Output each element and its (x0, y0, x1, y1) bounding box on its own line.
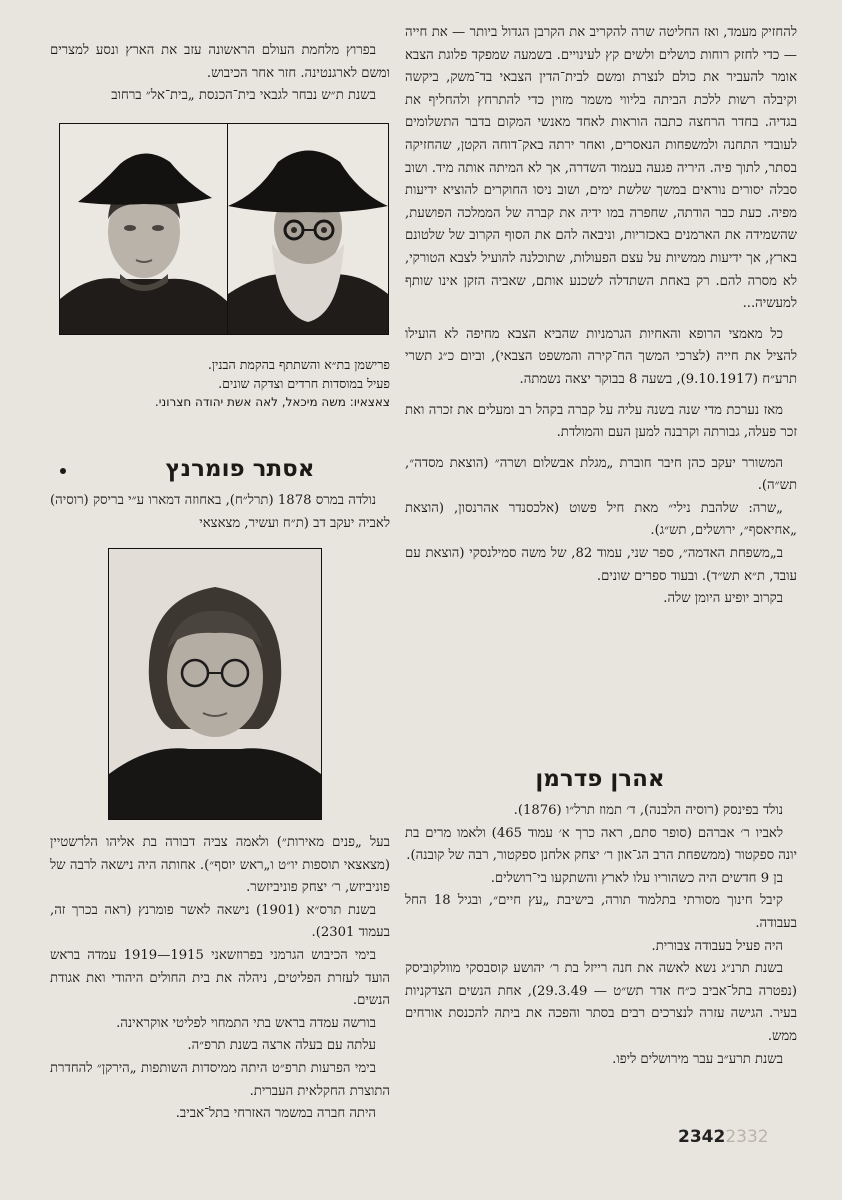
caption-line: פעיל במוסדות חרדים וצדקה שונים. (218, 376, 390, 391)
paragraph: ב„משפחת האדמה״, ספר שני, עמוד 82, של משה סמילנסקי (הוצאת עם עובד, ת״א תש״ד). ובעוד ספרים שונים. (405, 546, 797, 584)
esther-biography (50, 832, 390, 1126)
paragraph: בן 9 חדשים היה כשהוריו עלו לארץ והשתקעו בי־רושלים. (490, 870, 783, 886)
paragraph: כל מאמצי הרופא והאחיות הגרמניות שהביא הצבא מחיפה לא הועילו להציל את חייה (לצרכי המשך הח־קירה והמשפט הצבאי), וביום כ״ג תשרי תרע״ח (9.10.1917), בשעה 8 בבוקר יצאה נשמתה. (405, 326, 797, 387)
paragraph: נולדה במרס 1878 (תרל״ח), באחוזה דמארו ע״י בריסק (רוסיה) לאביה יעקב דב (ת״ח ועשיר, מצאצאי (50, 493, 390, 531)
portrait-man-photo (227, 123, 389, 335)
paragraph: בשנת ת״ש נבחר לגבאי בית־הכנסת „בית־אל״ ברחוב (111, 88, 376, 104)
section-heading-aharon: אהרן פדרמן (535, 766, 665, 792)
paragraph: בשנת תרע״ב עבר מירושלים ליפו. (612, 1051, 783, 1067)
paragraph: בעל „פנים מאירות״) ולאמה צביה דבורה בת אליהו הלרשטיין (מצאצאי תוספות יו״ט ו„ראש יוסף״). אחותה היה נישאה לרבה של פוניביזש, ר׳ יצחק פוניביזשר. (50, 835, 390, 896)
bullet-mark (60, 468, 66, 474)
page-number-value: 2342 (678, 1127, 726, 1147)
aharon-biography (405, 800, 797, 1071)
paragraph: היה פעיל בעבודה צבורית. (651, 938, 783, 954)
page-number-faint: 2332 (725, 1127, 769, 1147)
paragraph: בימי הפרעות תרפ״ט היתה ממיסדות השותפות „הירקן״ להחדרת התוצרת החקלאית העברית. (50, 1060, 390, 1099)
paragraph: נולד בפינסק (רוסיה הלבנה), ד׳ תמוז תרל״ו (1876). (513, 803, 783, 818)
esther-intro (50, 490, 390, 535)
left-top-text (50, 40, 390, 108)
caption-line: פרישמן בת״א והשתתף בהקמת הבנין. (207, 357, 390, 372)
paragraph: קיבל חינוך מסורתי בתלמוד תורה, בישיבת „עץ חיים״, ובגיל 18 החל בעבודה. (405, 893, 797, 931)
paragraph: לאביו ר׳ אברהם (סופר סתם, ראה כרך א׳ עמוד 465) ולאמו מרים בת יונה ספקטור (ממשפחת הרב הג־און ר׳ יצחק אלחנן ספקטור, רבה של קובנה). (405, 825, 797, 864)
portrait-woman-photo (59, 123, 229, 335)
paragraph: עלתה עם בעלה ארצה בשנת תרפ״ה. (187, 1038, 376, 1054)
paragraph: בשנת תרנ״ג נשא לאשה את חנה רייזל בת ר׳ יהושע קוסבסקי מוולקוביסק (נפטרה בתל־אביב כ״ח אדר תש״ט — 29.3.49), אחת הנשים הצדקניות בעיר. הגישה עזרה לנצרכים רבים בסתר והפכה את ביתה להכנסת אורחים ממש. (405, 961, 797, 1044)
paragraph: בורשה עמדה בראש בתי התמחוי לפליטי אוקראינה. (116, 1015, 376, 1031)
portrait-esther-photo (108, 548, 322, 820)
page-number (678, 1127, 769, 1147)
paragraph: בקרוב יופיע היומן שלה. (663, 591, 783, 607)
paragraph: בימי הכיבוש הגרמני בפרוזשאני 1915—1919 עמדה בראש הועד לעזרת הפליטים, ניהלה את בית החולים היהודי ואת אגודת הנשים. (50, 947, 390, 1009)
caption-line: צאצאיו: משה מיכאל, לאה אשת יהודה חצרוני. (154, 395, 390, 409)
paragraph: להחזיק מעמד, ואז החליטה שרה להקריב את הקרבן הגדול ביותר — את חייה — כדי לחזק רוחות כושלים ולשים קץ לעינויים. בשמעה שמפקד פלוגת הצבא אומר להעביר את כולם לנצרת ומשם לבית־הדין הצבאי בד־משק, ביקשה וקיבלה רשות ללכת הביתה בליווי משמר מזוין כדי להתרחץ ולהחליף את בגדיה. בחדר הרחצה כתבה הוראות לאחד מאנשי המקום בדבר התשלומים לעובדי התחנה ולמשפחות הנאסרים, ואחר ירתה באק־דוחה הקטן, שהחזיקה בסתר, לתוך פיה. היריה פגעה בעמוד השדרה, אך לא המיתה אותה מיד. ושוב סבלה יסורים נוראים במשך שלשת ימים, ושוב ניסו החוקרים להוציא ידיעות מפיה. כעת כבר הודתה, שחפרה במו ידיה את קברה של הממלכה הפושעת, שהשמידה את הארמנים באכזריות, וניבאה להם את הסוף הקרוב של שלטונם בארץ, אך ידיעות ממשיות על עצם הפעולות, שתוכלנה להועיל לצבא הטורקי, לא מסרה להם. רק באחת השתדלה לשכנע אותם, שאביה הזקן אינו שותף למעשיה... (405, 25, 797, 312)
paragraph: היתה חברה במשמר האזרחי בתל־אביב. (175, 1106, 376, 1122)
paragraph: בפרוץ מלחמת העולם הראשונה עזב את הארץ ונסע למצרים ומשם לארגנטינה. חזר אחר הכיבוש. (50, 43, 390, 81)
right-column-text (405, 22, 797, 611)
paragraph: המשורר יעקב כהן חיבר חוברת „מגלת אבשלום ושרה״ (הוצאת מסדה״, תש״ה). (405, 455, 797, 494)
paragraph: „שרה: שלהבת נילי״ מאת חיל פשוט (אלכסנדר אהרנסון, (הוצאת „אחיאסף״, ירושלים, תש״ג). (405, 500, 797, 539)
section-heading-esther: אסתר פומרנץ (165, 456, 315, 482)
paragraph: בשנת תרס״א (1901) נישאה לאשר פומרנץ (ראה בכרך זה, בעמוד 2301). (50, 902, 390, 941)
paragraph: מאז נערכת מדי שנה בשנה עליה על קברה בקהל רב ומעלים את זכרה ואת זכר פעלה, גבורתה וקרבנה למען העם והמולדת. (405, 402, 797, 441)
